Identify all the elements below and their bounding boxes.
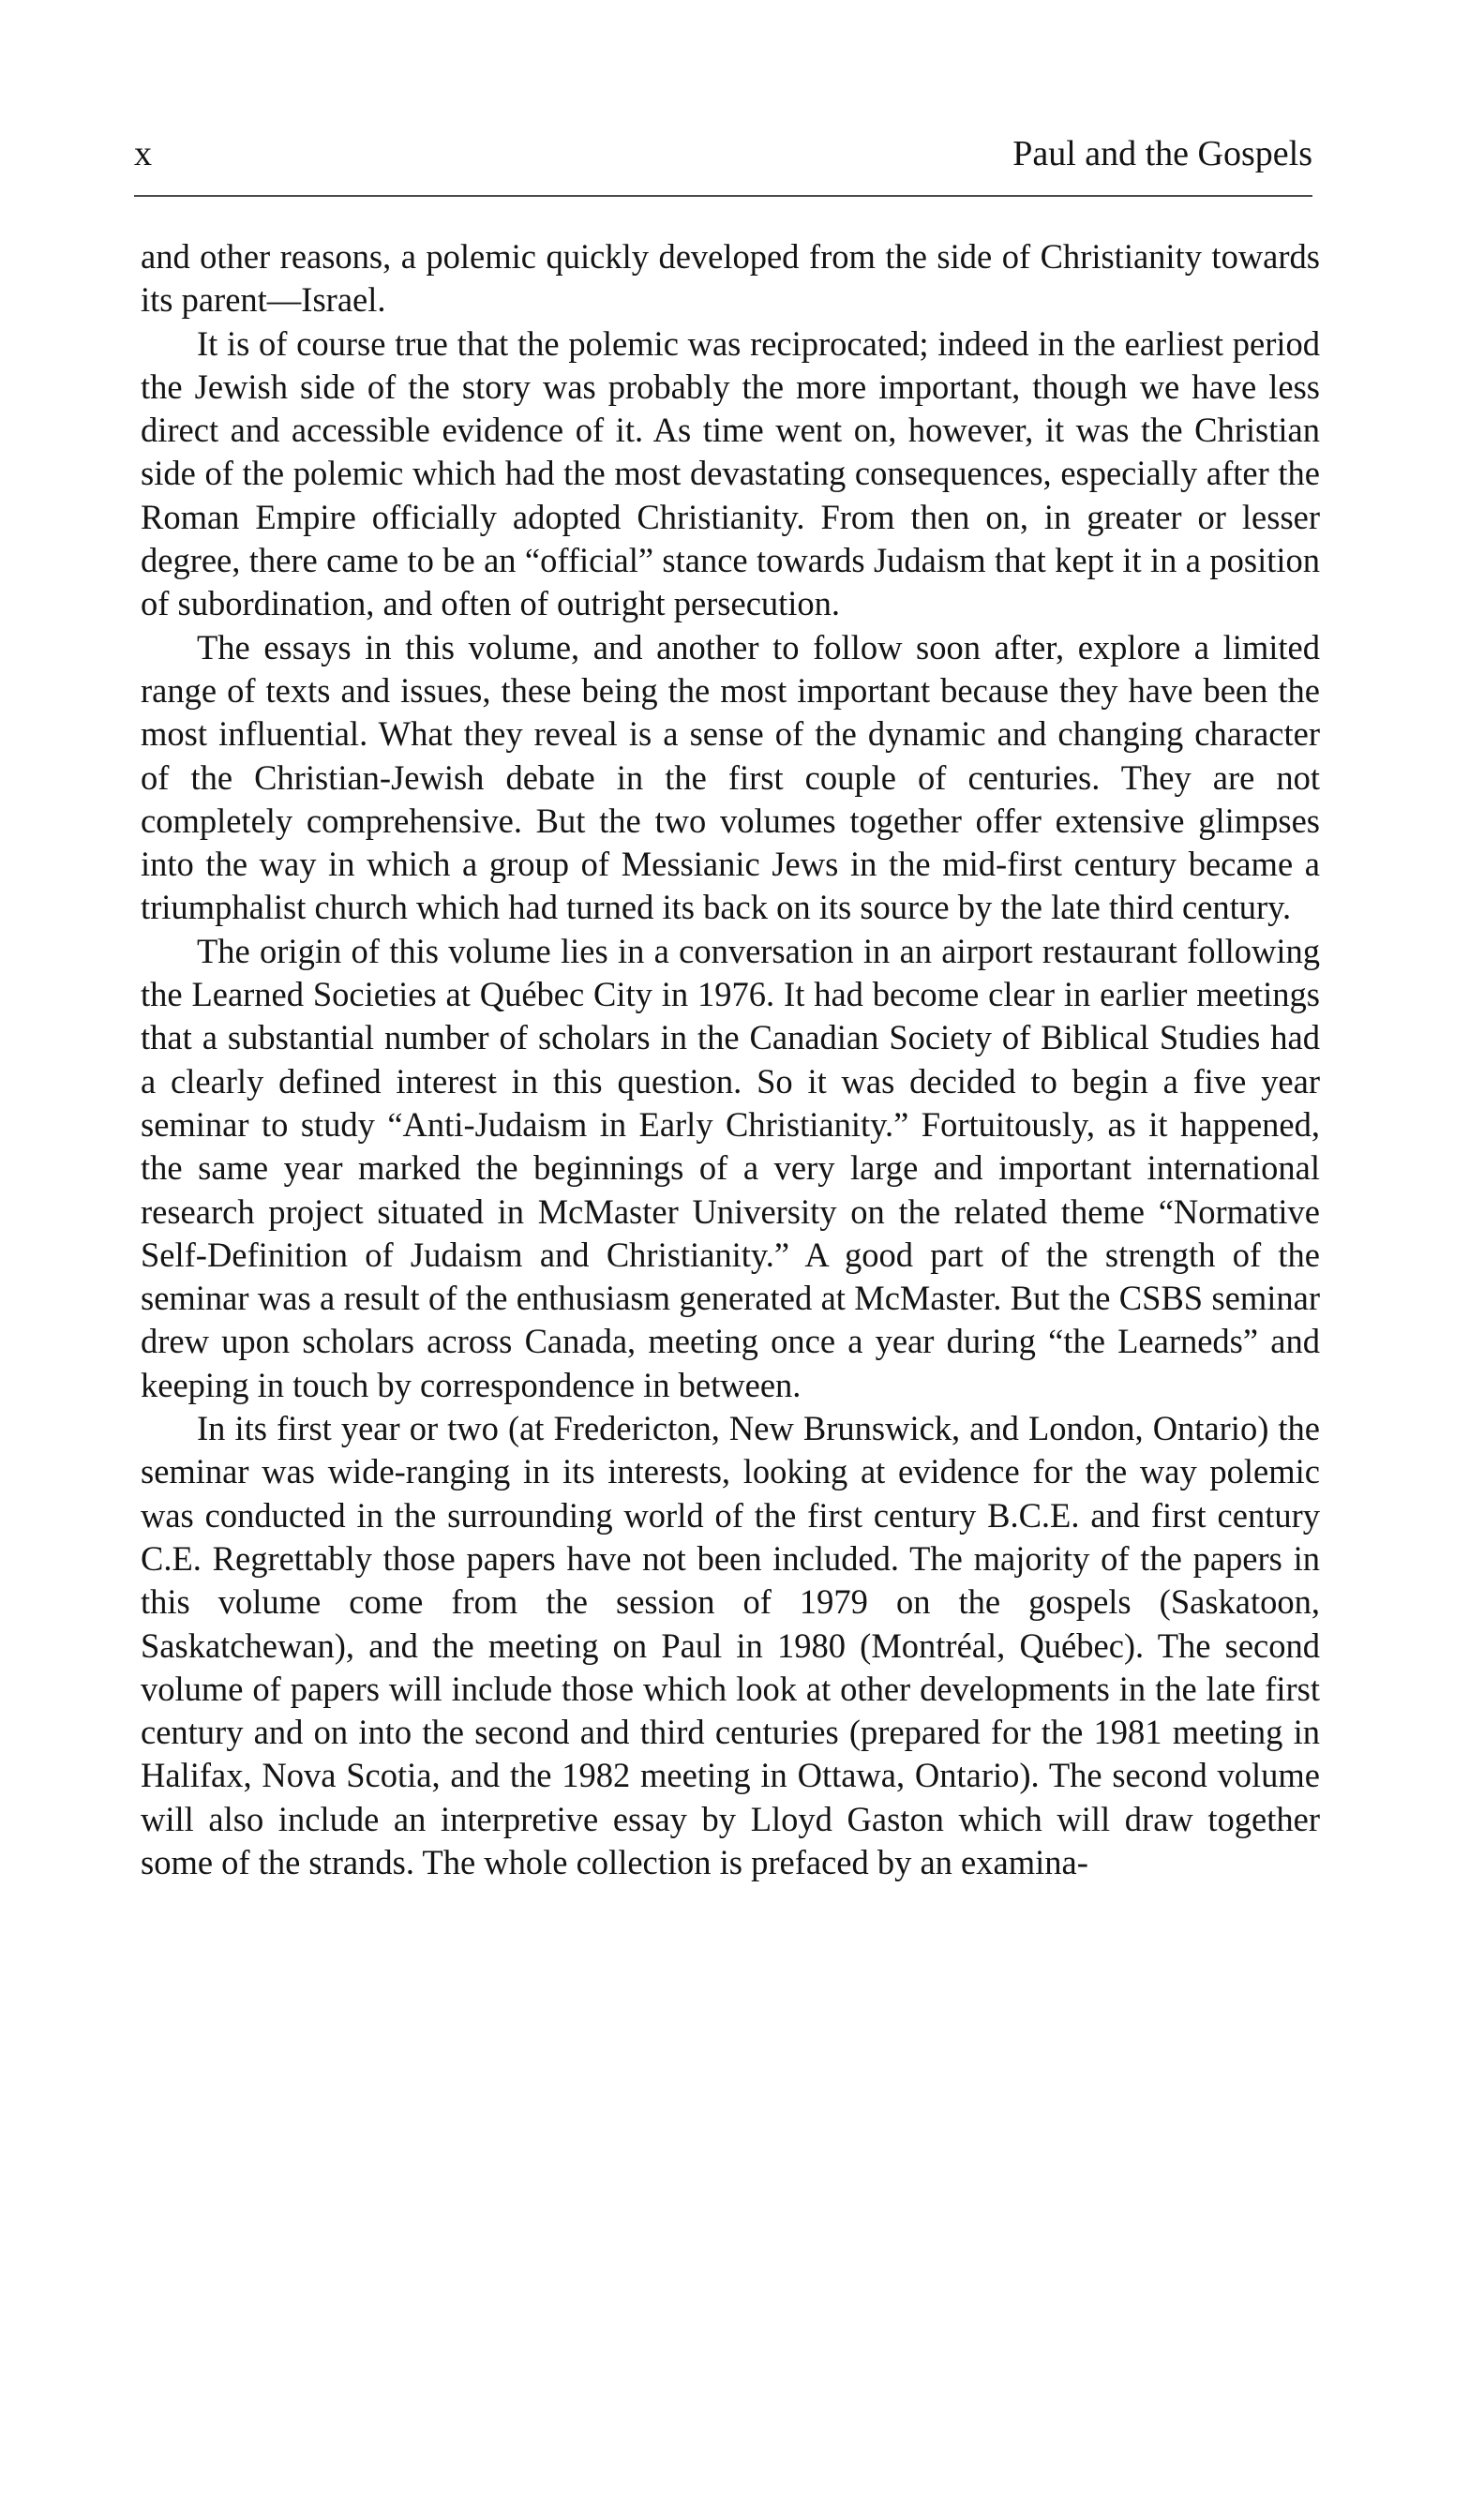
running-title: Paul and the Gospels [1012,134,1312,173]
paragraph-origin: The origin of this volume lies in a conversation in an airport restaurant following the Learned Societies at Québec City in 1976. It had become clear in earlier meetings that a substantial number of scholars in the Canadian Society of Biblical Studies had a clearly defined interest in this question. So it was decided to begin a five year seminar to study “Anti-Judaism in Early Christianity.” Fortuitously, as it happened, the same year marked the beginnings of a very large and important international research project situated in McMaster University on the related theme “Normative Self-Definition of Judaism and Christianity.” A good part of the strength of the seminar was a result of the enthusiasm generated at McMaster. But the CSBS seminar drew upon scholars across Canada, meeting once a year during “the Learneds” and keeping in touch by correspondence in between. [141,931,1320,1404]
body-text [141,235,1320,1884]
page-number: x [134,134,152,173]
running-head [134,129,1312,178]
paragraph-polemic: It is of course true that the polemic was reciprocated; indeed in the earliest period the Jewish side of the story was probably the more important, though we have less direct and accessible evidence of it. As time went on, however, it was the Christian side of the polemic which had the most devastating consequences, especially after the Roman Empire officially adopted Christianity. From then on, in greater or lesser degree, there came to be an “official” stance towards Judaism that kept it in a position of subordination, and often of outright persecution. [141,323,1320,623]
paragraph-continuation: and other reasons, a polemic quickly developed from the side of Christianity towards its parent—Israel. [141,237,1320,320]
paragraph-seminar-years: In its first year or two (at Fredericton, New Brunswick, and London, Ontario) the seminar was wide-ranging in its interests, looking at evidence for the way polemic was conducted in the surrounding world of the first century B.C.E. and first century C.E. Regrettably those papers have not been included. The majority of the papers in this volume come from the session of 1979 on the gospels (Saskatoon, Saskatchewan), and the meeting on Paul in 1980 (Montréal, Québec). The second volume of papers will include those which look at other developments in the late first century and on into the second and third centuries (prepared for the 1981 meeting in Halifax, Nova Scotia, and the 1982 meeting in Ottawa, Ontario). The second volume will also include an interpretive essay by Lloyd Gaston which will draw together some of the strands. The whole collection is prefaced by an examina- [141,1409,1320,1881]
paragraph-essays: The essays in this volume, and another to follow soon after, explore a limited range of texts and issues, these being the most important because they have been the most influential. What they reveal is a sense of the dynamic and changing character of the Christian-Jewish debate in the first couple of centuries. They are not completely comprehensive. But the two volumes together offer extensive glimpses into the way in which a group of Messianic Jews in the mid-first century became a triumphalist church which had turned its back on its source by the late third century. [141,627,1320,927]
header-rule [134,195,1312,197]
